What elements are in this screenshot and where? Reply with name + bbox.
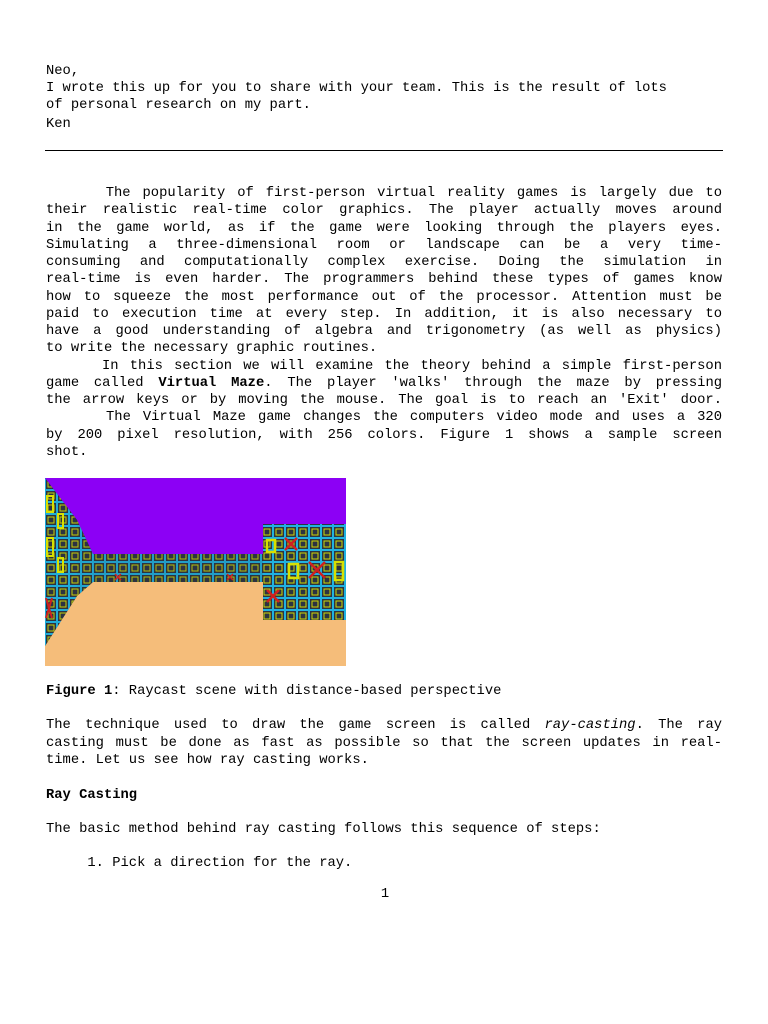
paragraph-line: the arrow keys or by moving the mouse. The goal is to reach an 'Exit' door. — [46, 393, 722, 408]
paragraph-line: Simulating a three-dimensional room or landscape can be a very time- — [46, 238, 722, 253]
paragraph-line — [46, 375, 722, 392]
technique-term: ray-casting — [544, 718, 636, 733]
paragraph-line: The Virtual Maze game changes the computers video mode and uses a 320 — [46, 410, 722, 425]
list-item: 1. Pick a direction for the ray. — [46, 856, 353, 871]
paragraph-line: to write the necessary graphic routines. — [46, 341, 378, 356]
paragraph-line: real-time is even harder. The programmers behind these types of games know — [46, 272, 722, 287]
paragraph-line: In this section we will examine the theory behind a simple first-person — [46, 359, 722, 374]
paragraph-line: The popularity of first-person virtual reality games is largely due to — [46, 186, 722, 201]
text-run: game called — [46, 376, 159, 391]
paragraph-line: by 200 pixel resolution, with 256 colors. Figure 1 shows a sample screen — [46, 428, 722, 443]
paragraph-line: their realistic real-time color graphics. The player actually moves around — [46, 203, 722, 218]
figure-caption-text: : Raycast scene with distance-based perspective — [112, 684, 502, 699]
paragraph-line: time. Let us see how ray casting works. — [46, 753, 369, 768]
note-line: I wrote this up for you to share with your team. This is the result of lots — [46, 81, 667, 96]
game-name: Virtual Maze — [158, 376, 265, 391]
figure-caption — [46, 683, 722, 700]
right-wall-grid — [263, 524, 346, 620]
section-intro: The basic method behind ray casting follows this sequence of steps: — [46, 822, 601, 837]
text-run: The technique used to draw the game screen is called — [46, 718, 545, 733]
text-run: . The ray — [635, 718, 723, 733]
paragraph-line: casting must be done as fast as possible so that the screen updates in real- — [46, 736, 722, 751]
page-number: 1 — [380, 887, 390, 902]
text-run: . The player 'walks' through the maze by pressing — [264, 376, 723, 391]
note-signature: Ken — [46, 117, 71, 132]
section-heading-text: Ray Casting — [46, 788, 138, 803]
note-salutation: Neo, — [46, 64, 80, 79]
paragraph-line: have a good understanding of algebra and trigonometry (as well as physics) — [46, 324, 722, 339]
paragraph-line: in the game world, as if the game were looking through the players eyes. — [46, 221, 722, 236]
figure-label: Figure 1 — [46, 684, 113, 699]
raycast-screenshot-figure — [45, 478, 346, 666]
paragraph-line: shot. — [46, 445, 88, 460]
paragraph-line — [46, 717, 722, 734]
paragraph-line: paid to execution time at every step. In addition, it is also necessary to — [46, 307, 722, 322]
section-heading — [46, 787, 722, 804]
horizontal-rule — [45, 150, 723, 151]
note-line: of personal research on my part. — [46, 98, 311, 113]
paragraph-line: consuming and computationally complex exercise. Doing the simulation in — [46, 255, 722, 270]
paragraph-line: how to squeeze the most performance out of the processor. Attention must be — [46, 290, 722, 305]
